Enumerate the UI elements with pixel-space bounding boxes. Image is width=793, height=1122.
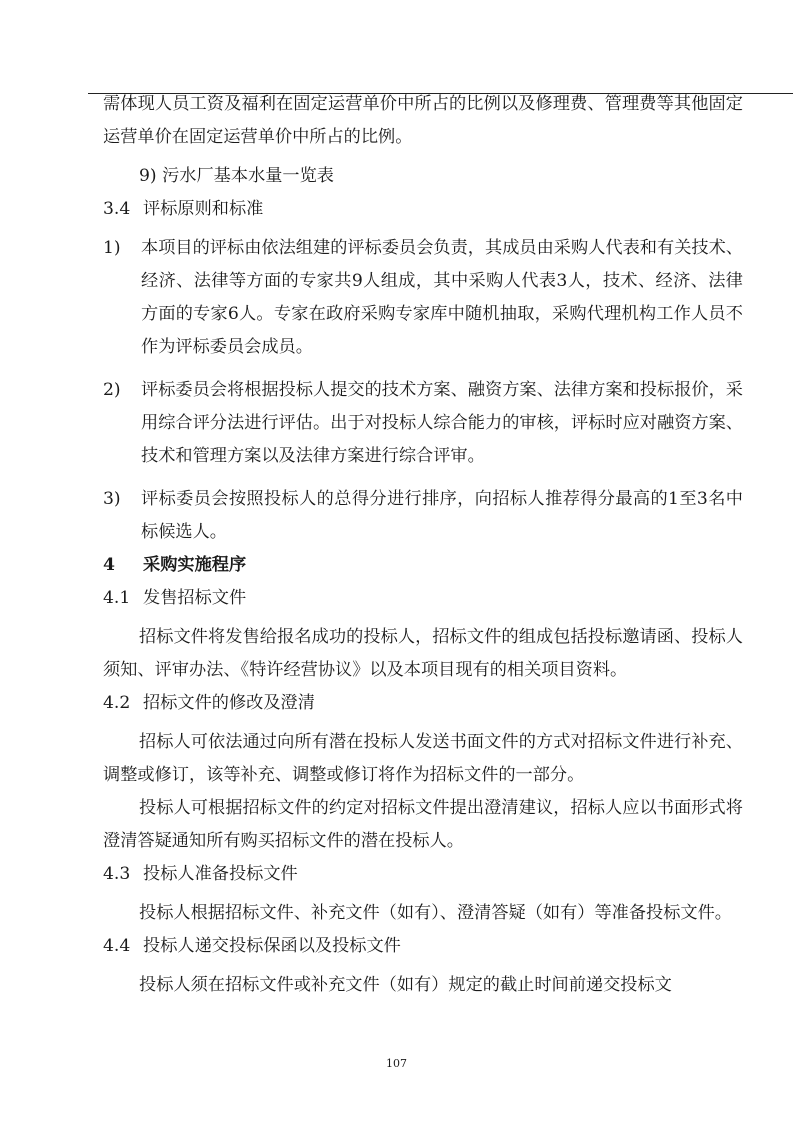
item-number: 3) (103, 489, 121, 509)
section-4-1-body: 招标文件将发售给报名成功的投标人，招标文件的组成包括投标邀请函、投标人须知、评审办法、《特许经营协议》以及本项目现有的相关项目资料。 (103, 627, 743, 680)
section-number: 3.4 (103, 199, 131, 219)
section-3-4-heading (103, 193, 743, 226)
page-number: 107 (386, 1057, 407, 1070)
criteria-item-2 (103, 374, 743, 473)
section-4-2-heading (103, 687, 743, 720)
section-4-2-body-1: 招标人可依法通过向所有潜在投标人发送书面文件的方式对招标文件进行补充、调整或修订，该等补充、调整或修订将作为招标文件的一部分。 (103, 732, 743, 785)
document-page (103, 88, 743, 1002)
list-item-9: 9) 污水厂基本水量一览表 (139, 166, 334, 186)
section-title: 招标文件的修改及澄清 (143, 693, 315, 713)
section-number: 4.1 (103, 588, 131, 608)
section-4-4-body: 投标人须在招标文件或补充文件（如有）规定的截止时间前递交投标文 (139, 975, 672, 995)
item-text: 本项目的评标由依法组建的评标委员会负责，其成员由采购人代表和有关技术、经济、法律等方面的专家共9人组成，其中采购人代表3人，技术、经济、法律方面的专家6人。专家在政府采购专家库中随机抽取，采购代理机构工作人员不作为评标委员会成员。 (141, 238, 743, 357)
item-text: 评标委员会按照投标人的总得分进行排序，向招标人推荐得分最高的1至3名中标候选人。 (141, 489, 743, 542)
section-number: 4 (103, 555, 115, 575)
section-title: 投标人递交投标保函以及投标文件 (143, 936, 401, 956)
section-title: 评标原则和标准 (143, 199, 264, 219)
criteria-item-3 (103, 483, 743, 549)
section-4-3-body: 投标人根据招标文件、补充文件（如有）、澄清答疑（如有）等准备投标文件。 (139, 903, 732, 923)
section-4-1-heading (103, 582, 743, 615)
section-4-heading (103, 549, 743, 582)
section-title: 采购实施程序 (143, 555, 247, 575)
section-number: 4.2 (103, 693, 131, 713)
continuation-paragraph: 需体现人员工资及福利在固定运营单价中所占的比例以及修理费、管理费等其他固定运营单价在固定运营单价中所占的比例。 (103, 94, 743, 147)
section-number: 4.3 (103, 864, 131, 884)
section-number: 4.4 (103, 936, 131, 956)
item-text: 评标委员会将根据投标人提交的技术方案、融资方案、法律方案和投标报价，采用综合评分法进行评估。出于对投标人综合能力的审核，评标时应对融资方案、技术和管理方案以及法律方案进行综合评审。 (141, 380, 743, 466)
section-4-2-body-2: 投标人可根据招标文件的约定对招标文件提出澄清建议，招标人应以书面形式将澄清答疑通知所有购买招标文件的潜在投标人。 (103, 798, 743, 851)
section-4-3-heading (103, 858, 743, 891)
section-title: 投标人准备投标文件 (143, 864, 298, 884)
item-number: 2) (103, 380, 121, 400)
section-4-4-heading (103, 930, 743, 963)
criteria-item-1 (103, 232, 743, 364)
section-title: 发售招标文件 (143, 588, 247, 608)
item-number: 1) (103, 238, 121, 258)
